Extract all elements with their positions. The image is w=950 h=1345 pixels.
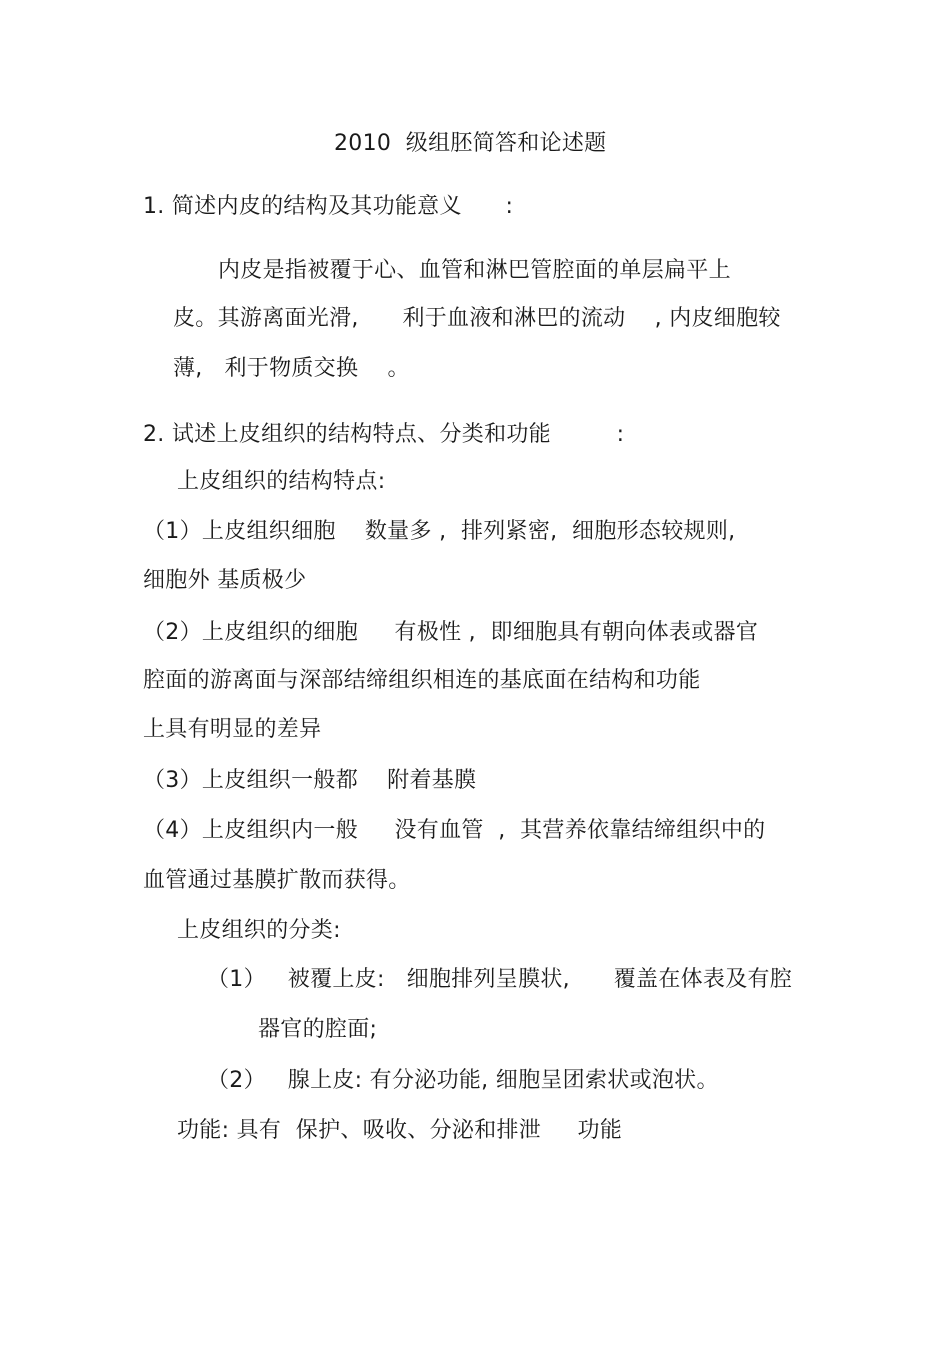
structure-line: （4）上皮组织内一般 没有血管 , 其营养依靠结缔组织中的 bbox=[143, 818, 766, 843]
question-1-answer-line: 内皮是指被覆于心、血管和淋巴管腔面的单层扁平上 bbox=[218, 258, 731, 283]
structure-line: （3）上皮组织一般都 附着基膜 bbox=[143, 768, 477, 793]
document-title: 2010 级组胚简答和论述题 bbox=[334, 131, 607, 156]
structure-heading: 上皮组织的结构特点: bbox=[177, 469, 386, 494]
structure-line: （2）上皮组织的细胞 有极性 , 即细胞具有朝向体表或器官 bbox=[143, 620, 759, 645]
question-1-answer-line: 薄, 利于物质交换 。 bbox=[173, 356, 410, 381]
structure-line: 上具有明显的差异 bbox=[143, 717, 322, 742]
question-1-heading: 1. 简述内皮的结构及其功能意义 : bbox=[143, 194, 514, 219]
structure-line: 血管通过基膜扩散而获得。 bbox=[143, 868, 411, 893]
classification-heading: 上皮组织的分类: bbox=[177, 918, 341, 943]
classification-line: （1） 被覆上皮: 细胞排列呈膜状, 覆盖在体表及有腔 bbox=[207, 967, 793, 992]
structure-line: 细胞外 基质极少 bbox=[143, 568, 307, 593]
classification-line: 器官的腔面; bbox=[258, 1017, 378, 1042]
structure-line: （1）上皮组织细胞 数量多 , 排列紧密, 细胞形态较规则, bbox=[143, 519, 736, 544]
question-1-answer-line: 皮。其游离面光滑, 利于血液和淋巴的流动 , 内皮细胞较 bbox=[173, 306, 781, 331]
classification-line: （2） 腺上皮: 有分泌功能, 细胞呈团索状或泡状。 bbox=[207, 1068, 719, 1093]
question-2-heading: 2. 试述上皮组织的结构特点、分类和功能 : bbox=[143, 422, 625, 447]
function-line: 功能: 具有 保护、吸收、分泌和排泄 功能 bbox=[177, 1118, 623, 1143]
structure-line: 腔面的游离面与深部结缔组织相连的基底面在结构和功能 bbox=[143, 668, 701, 693]
